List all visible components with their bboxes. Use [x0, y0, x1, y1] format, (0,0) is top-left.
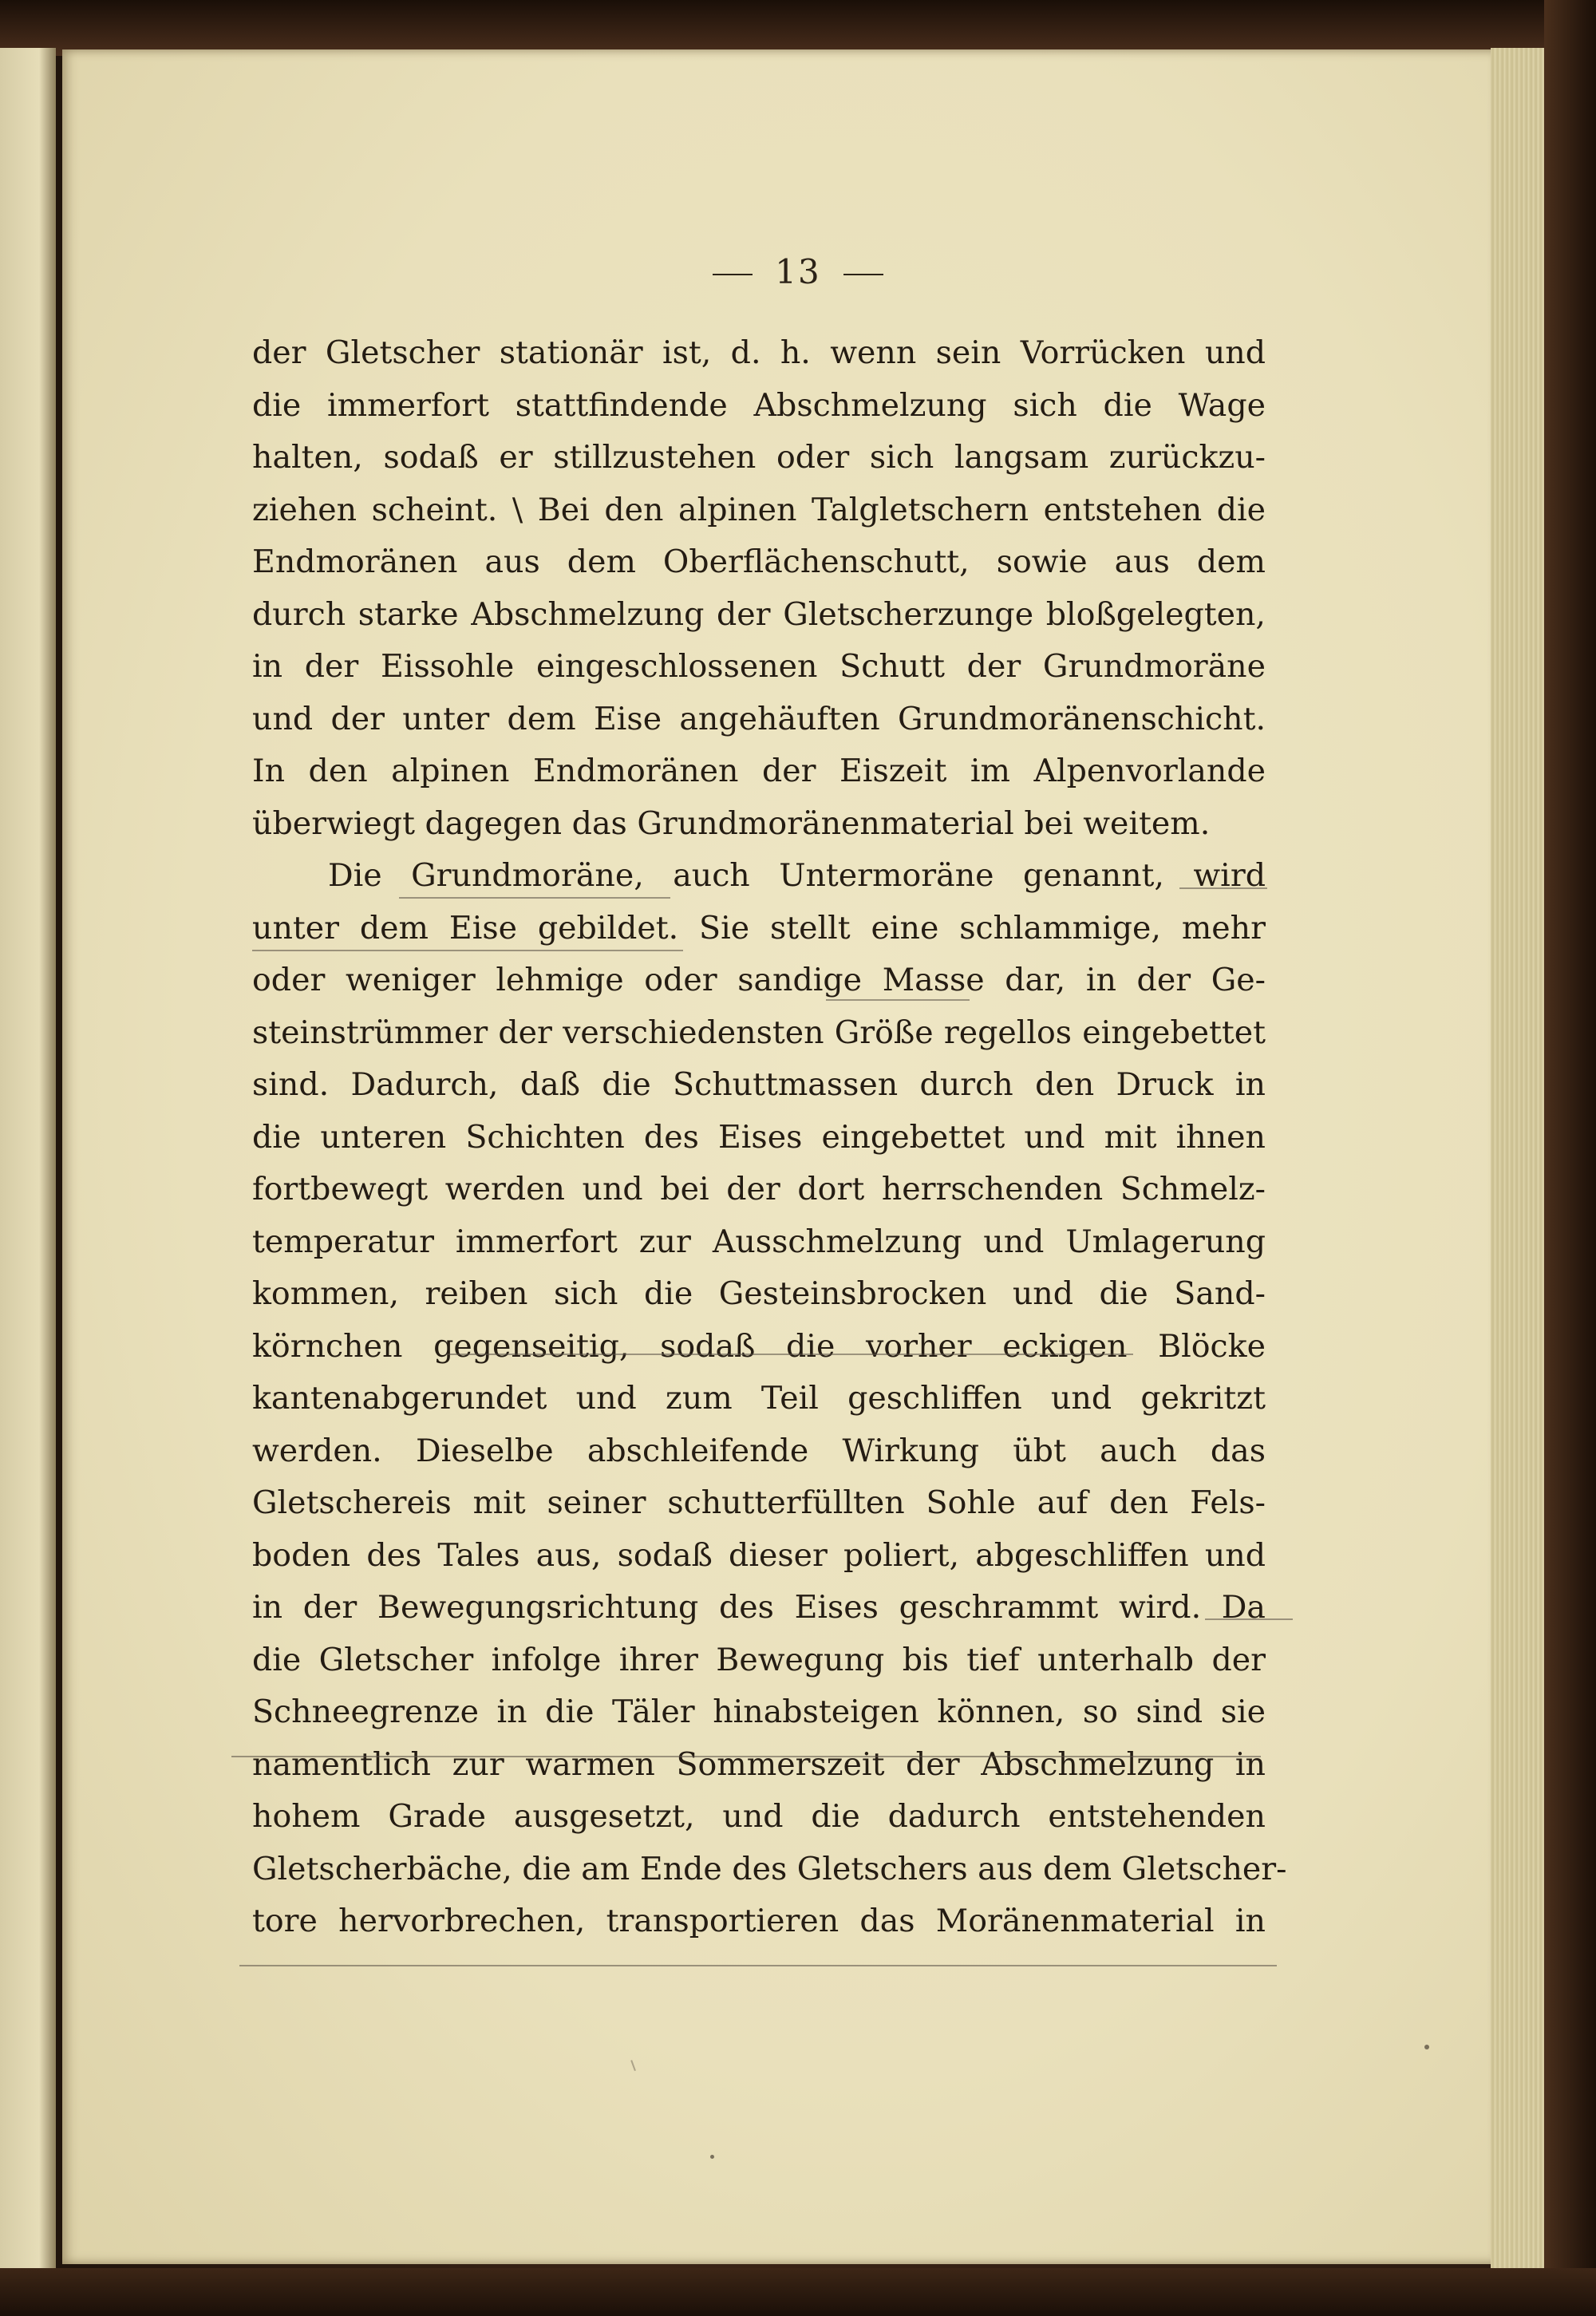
ink-speck: [1424, 2045, 1429, 2049]
header-dash-left: [713, 274, 753, 275]
text-line: fortbewegt werden und bei der dort herrschenden Schmelz-: [252, 1171, 1266, 1207]
page-stack-edge: [1491, 48, 1547, 2268]
text-line: die immerfort stattfindende Abschmelzung sich die Wage: [252, 386, 1266, 424]
text-line: hohem Grade ausgesetzt, und die dadurch entstehenden: [252, 1798, 1266, 1835]
text-line: steinstrümmer der verschiedensten Größe regellos eingebettet: [252, 1014, 1266, 1051]
text-line: der Gletscher stationär ist, d. h. wenn sein Vorrücken und: [252, 334, 1266, 371]
text-line: die Gletscher infolge ihrer Bewegung bis tief unterhalb der: [252, 1641, 1266, 1678]
left-page-edge: [0, 48, 56, 2275]
text-line: Endmoränen aus dem Oberflächenschutt, sowie aus dem: [252, 543, 1266, 580]
text-line: halten, sodaß er stillzustehen oder sich langsam zurückzu-: [252, 439, 1266, 476]
text-line: Die Grundmoräne, auch Untermoräne genannt, wird: [328, 857, 1266, 894]
book-cover-right-edge: [1544, 0, 1596, 2316]
text-line: In den alpinen Endmoränen der Eiszeit im Alpenvorlande: [252, 753, 1266, 789]
text-line: kantenabgerundet und zum Teil geschliffen und gekritzt: [252, 1380, 1266, 1417]
text-line: und der unter dem Eise angehäuften Grundmoränenschicht.: [252, 700, 1266, 737]
page-header: [0, 252, 1596, 291]
text-line: Schneegrenze in die Täler hinabsteigen können, so sind sie: [252, 1694, 1266, 1730]
ink-speck: [710, 2155, 714, 2159]
text-line: kommen, reiben sich die Gesteinsbrocken und die Sand-: [252, 1275, 1266, 1312]
text-line: sind. Dadurch, daß die Schuttmassen durch den Druck in: [252, 1066, 1266, 1103]
text-line: Gletscherbäche, die am Ende des Gletschers aus dem Gletscher-: [252, 1850, 1287, 1887]
header-dash-right: [843, 274, 883, 275]
book-cover-bottom-edge: [0, 2268, 1596, 2316]
text-line: Gletschereis mit seiner schutterfüllten Sohle auf den Fels-: [252, 1484, 1266, 1521]
text-line: werden. Dieselbe abschleifende Wirkung übt auch das: [252, 1432, 1266, 1469]
body-text: [252, 327, 1287, 1948]
text-line: namentlich zur warmen Sommerszeit der Abschmelzung in: [252, 1745, 1266, 1783]
text-line: überwiegt dagegen das Grundmoränenmaterial bei weitem.: [252, 804, 1211, 842]
text-line: tore hervorbrechen, transportieren das Moränenmaterial in: [252, 1903, 1266, 1939]
text-line: oder weniger lehmige oder sandige Masse dar, in der Ge-: [252, 962, 1266, 998]
text-line: unter dem Eise gebildet. Sie stellt eine schlammige, mehr: [252, 909, 1266, 947]
text-line: in der Eissohle eingeschlossenen Schutt der Grundmoräne: [252, 648, 1266, 685]
text-line: temperatur immerfort zur Ausschmelzung und Umlagerung: [252, 1223, 1266, 1260]
text-line: körnchen gegenseitig, sodaß die vorher eckigen Blöcke: [252, 1327, 1266, 1365]
text-line: boden des Tales aus, sodaß dieser poliert, abgeschliffen und: [252, 1536, 1266, 1574]
text-line: durch starke Abschmelzung der Gletscherzunge bloßgelegten,: [252, 595, 1266, 633]
text-line: in der Bewegungsrichtung des Eises geschrammt wird. Da: [252, 1589, 1266, 1626]
book-cover-top-edge: [0, 0, 1596, 56]
text-line: die unteren Schichten des Eises eingebettet und mit ihnen: [252, 1118, 1266, 1156]
page-number: 13: [775, 252, 821, 291]
text-line: ziehen scheint. \ Bei den alpinen Talgletschern entstehen die: [252, 491, 1266, 528]
